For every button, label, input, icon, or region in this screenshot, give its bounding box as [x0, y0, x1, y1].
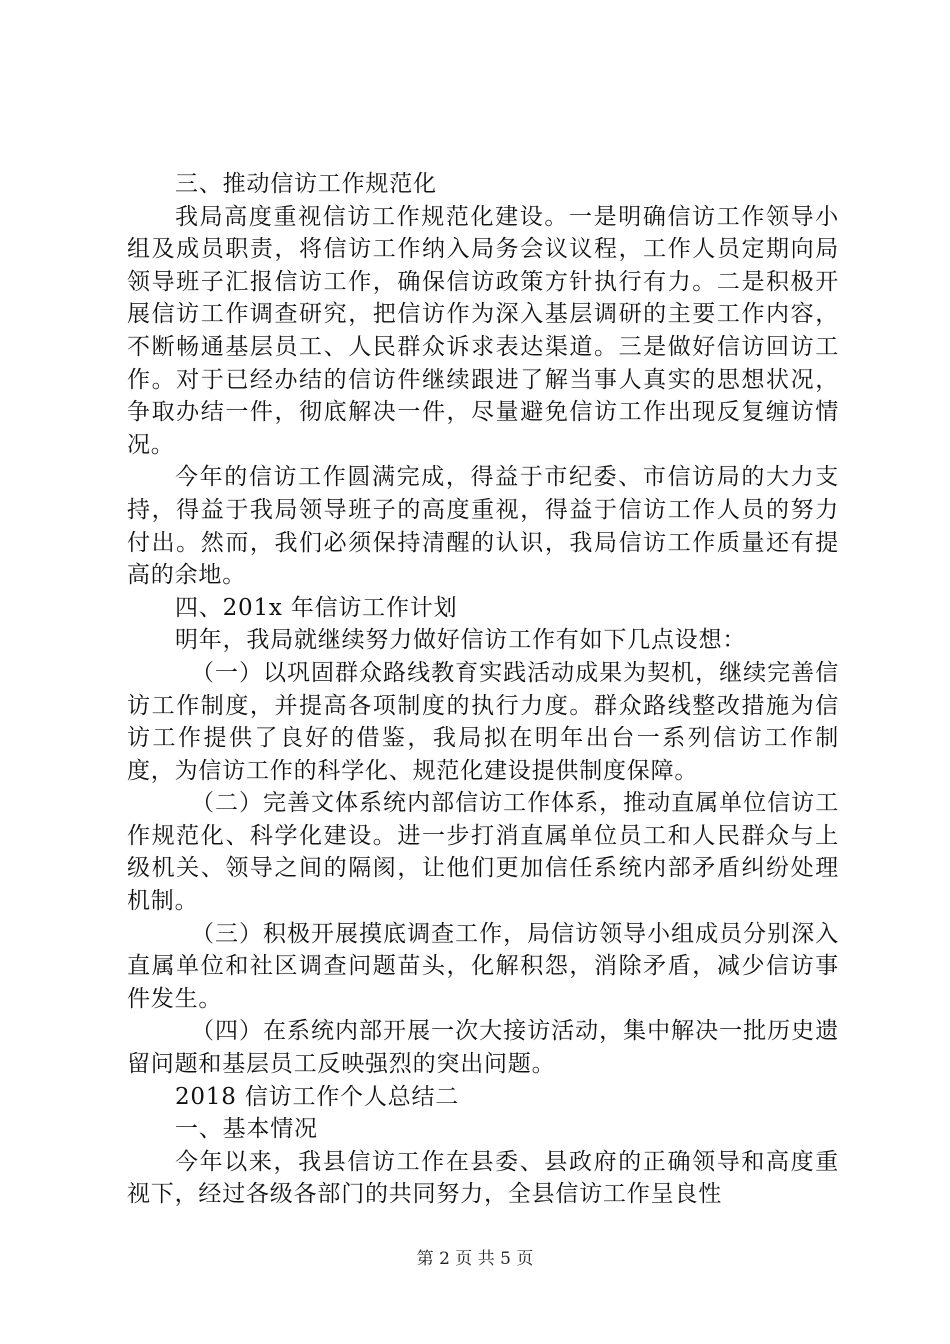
plan-item-3: （三）积极开展摸底调查工作，局信访领导小组成员分别深入直属单位和社区调查问题苗头，化解积怨，消除矛盾，减少信访事件发生。	[127, 920, 839, 1012]
section-heading-4: 四、201x 年信访工作计划	[175, 594, 458, 621]
section-heading-basic: 一、基本情况	[175, 1116, 318, 1143]
paragraph-conclusion: 今年的信访工作圆满完成，得益于市纪委、市信访局的大力支持，得益于我局领导班子的高度重视，得益于信访工作人员的努力付出。然而，我们必须保持清醒的认识，我局信访工作质量还有提高的余地。	[127, 464, 839, 589]
section-heading-3: 三、推动信访工作规范化	[175, 171, 437, 197]
paragraph-basic-situation: 今年以来，我县信访工作在县委、县政府的正确领导和高度重视下，经过各级各部门的共同努力，全县信访工作呈良性	[127, 1148, 839, 1208]
paragraph-plan-intro: 明年，我局就继续努力做好信访工作有如下几点设想：	[175, 627, 747, 654]
paragraph-standardization: 我局高度重视信访工作规范化建设。一是明确信访工作领导小组及成员职责，将信访工作纳入局务会议议程，工作人员定期向局领导班子汇报信访工作，确保信访政策方针执行有力。二是积极开展信访工作调查研究，把信访作为深入基层调研的主要工作内容，不断畅通基层员工、人民群众诉求表达渠道。三是做好信访回访工作。对于已经办结的信访件继续跟进了解当事人真实的思想状况，争取办结一件，彻底解决一件，尽量避免信访工作出现反复缠访情况。	[127, 203, 839, 458]
plan-item-4: （四）在系统内部开展一次大接访活动，集中解决一批历史遗留问题和基层员工反映强烈的突出问题。	[127, 1018, 839, 1078]
document-subtitle: 2018 信访工作个人总结二	[175, 1083, 460, 1110]
document-body	[127, 168, 839, 1211]
page-number-footer: 第 2 页 共 5 页	[416, 1249, 534, 1269]
plan-item-1: （一）以巩固群众路线教育实践活动成果为契机，继续完善信访工作制度，并提高各项制度的执行力度。群众路线整改措施为信访工作提供了良好的借鉴，我局拟在明年出台一系列信访工作制度，为信访工作的科学化、规范化建设提供制度保障。	[127, 659, 839, 784]
plan-item-2: （二）完善文体系统内部信访工作体系，推动直属单位信访工作规范化、科学化建设。进一步打消直属单位员工和人民群众与上级机关、领导之间的隔阂，让他们更加信任系统内部矛盾纠纷处理机制。	[127, 790, 839, 915]
